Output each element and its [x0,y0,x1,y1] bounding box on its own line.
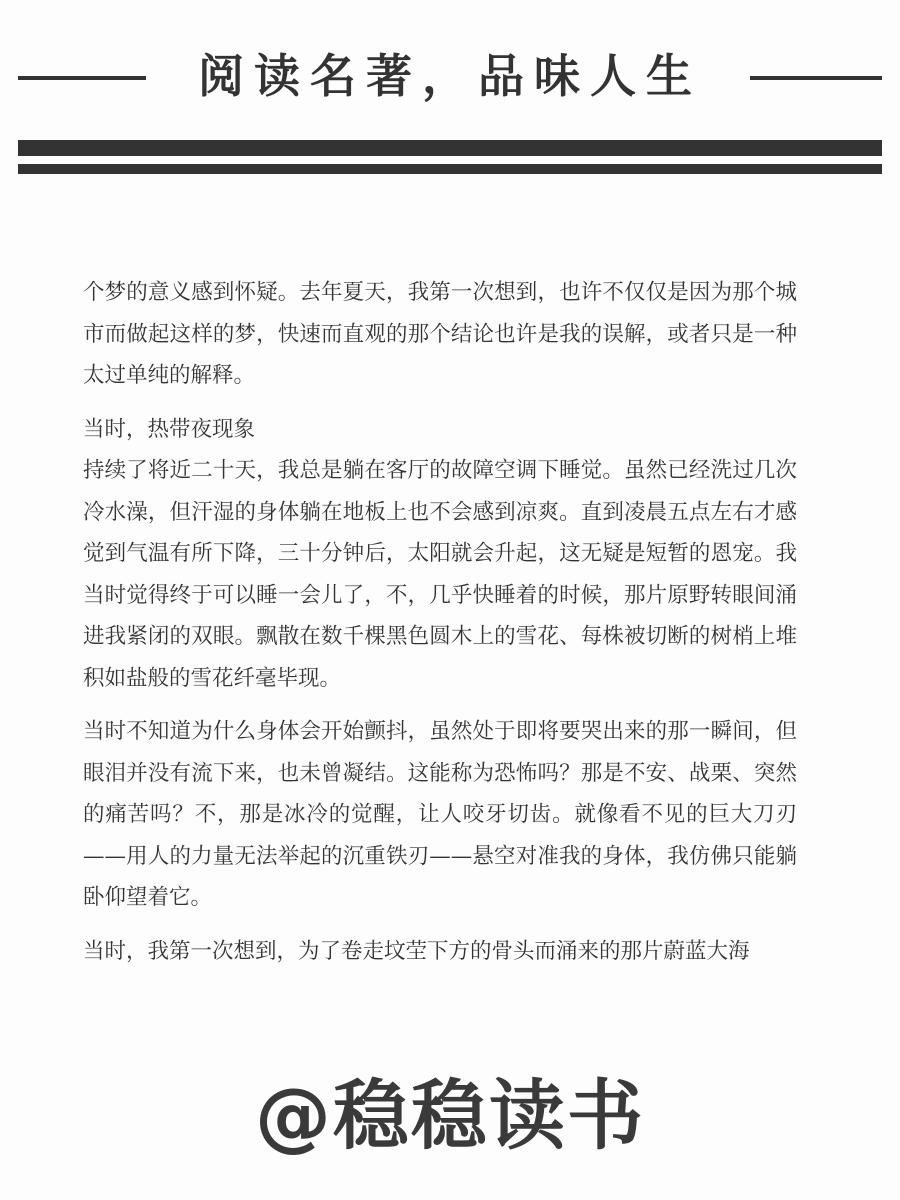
header-divider-thin [18,164,882,174]
paragraph: 持续了将近二十天，我总是躺在客厅的故障空调下睡觉。虽然已经洗过几次冷水澡，但汗湿的身体躺在地板上也不会感到凉爽。直到凌晨五点左右才感觉到气温有所下降，三十分钟后，太阳就会升起，这无疑是短暂的恩宠。我当时觉得终于可以睡一会儿了，不，几乎快睡着的时候，那片原野转眼间涌进我紧闭的双眼。飘散在数千棵黑色圆木上的雪花、每株被切断的树梢上堆积如盐般的雪花纤毫毕现。 [83,458,797,691]
paragraph: 当时不知道为什么身体会开始颤抖，虽然处于即将要哭出来的那一瞬间，但眼泪并没有流下来，也未曾凝结。这能称为恐怖吗？那是不安、战栗、突然的痛苦吗？不，那是冰冷的觉醒，让人咬牙切齿。就像看不见的巨大刀刃——用人的力量无法举起的沉重铁刃——悬空对准我的身体，我仿佛只能躺卧仰望着它。 [83,719,797,910]
paragraph: 当时，我第一次想到，为了卷走坟茔下方的骨头而涌来的那片蔚蓝大海 [83,938,750,964]
paragraph: 当时，热带夜现象 [83,416,256,442]
page-title: 阅读名著，品味人生 [198,49,702,103]
article-body [83,272,797,984]
paragraph: 个梦的意义感到怀疑。去年夏天，我第一次想到，也许不仅仅是因为那个城市而做起这样的梦，快速而直观的那个结论也许是我的误解，或者只是一种太过单纯的解释。 [83,280,797,388]
watermark: @稳稳读书 [255,1071,645,1160]
header-left-rule [18,76,146,80]
header-divider-thick [18,140,882,156]
header-right-rule [750,76,882,80]
